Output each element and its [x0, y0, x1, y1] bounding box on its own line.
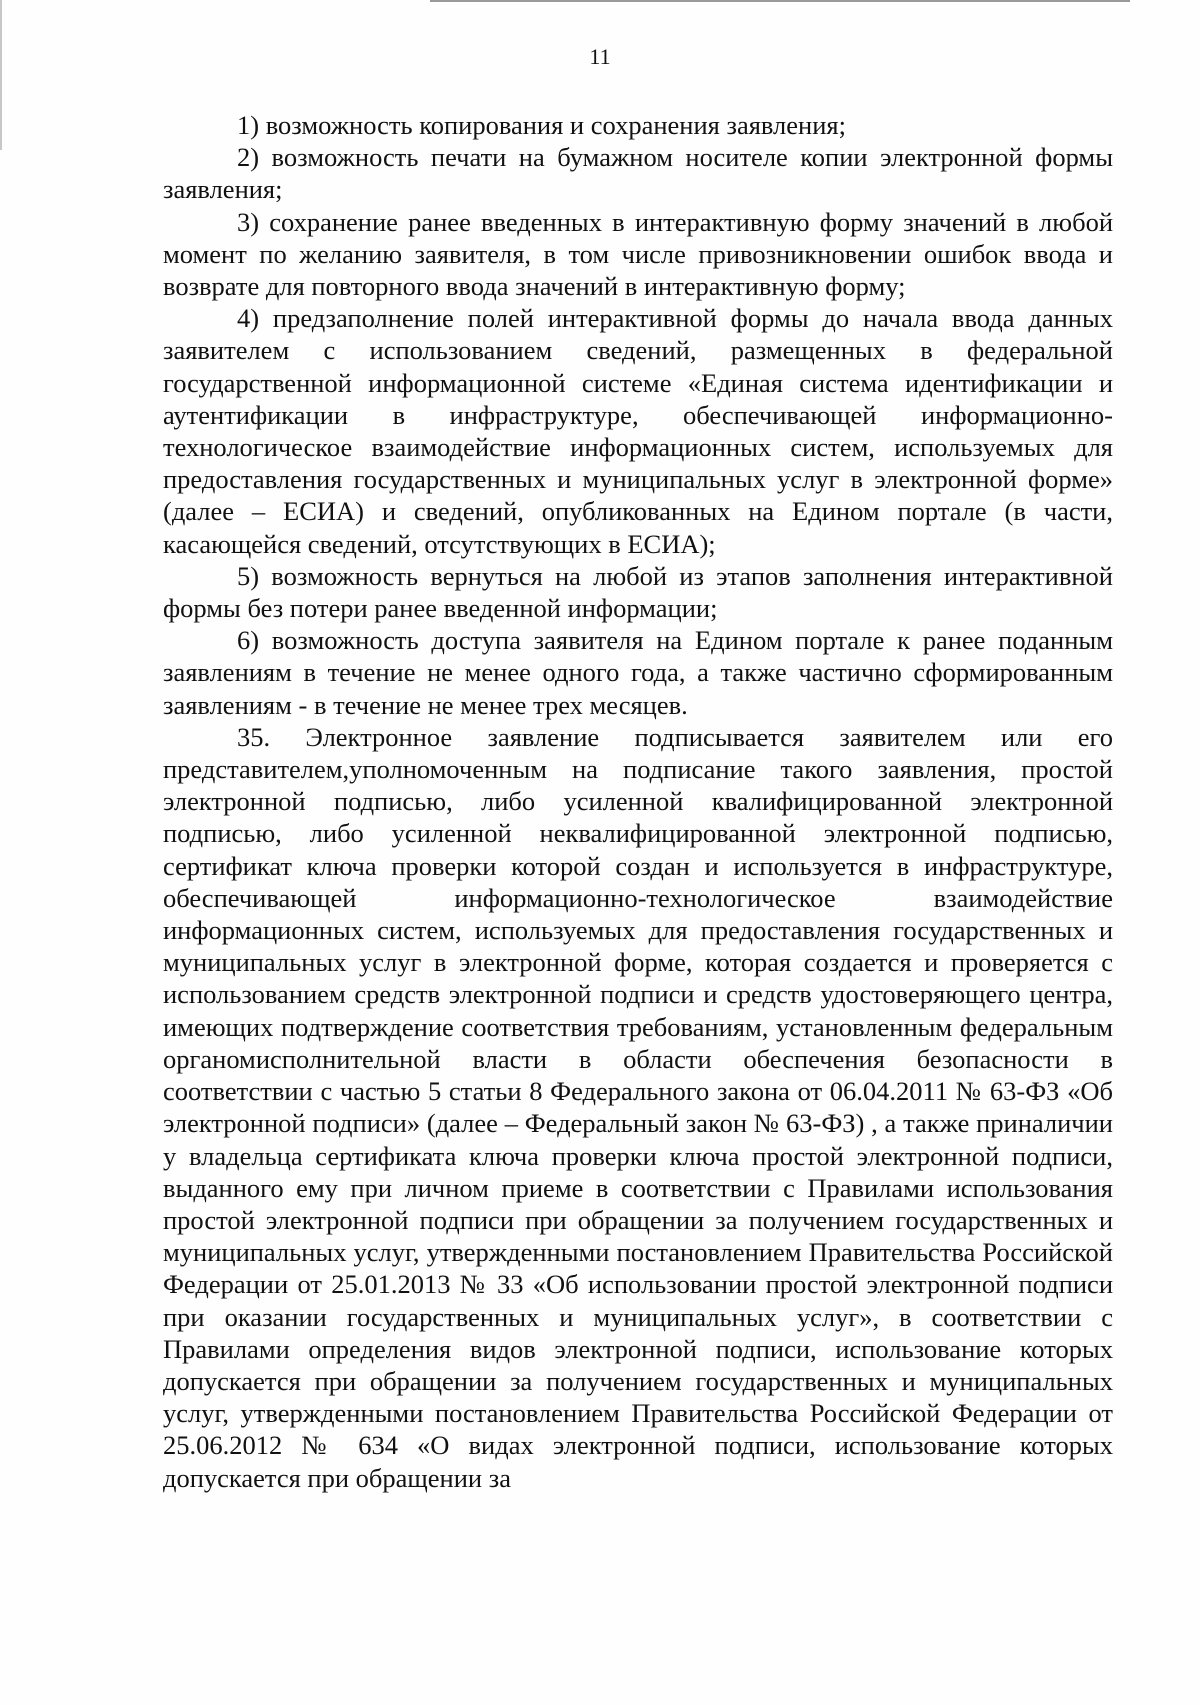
- list-item-6: 6) возможность доступа заявителя на Едином портале к ранее поданным заявлениям в течение не менее одного года, а также частично сформированным заявлениям - в течение не менее трех месяцев.: [163, 625, 1113, 720]
- list-item-1: 1) возможность копирования и сохранения заявления;: [237, 110, 846, 140]
- document-body: [163, 109, 1113, 1494]
- list-item-2: 2) возможность печати на бумажном носителе копии электронной формы заявления;: [163, 142, 1113, 205]
- scan-edge-top: [430, 0, 1130, 2]
- list-item-5: 5) возможность вернуться на любой из этапов заполнения интерактивной формы без потери ранее введенной информации;: [163, 560, 1113, 624]
- page-number: 11: [589, 44, 611, 69]
- list-item-3: 3) сохранение ранее введенных в интерактивную форму значений в любой момент по желанию заявителя, в том числе привозникновении ошибок ввода и возврате для повторного ввода значений в интерактивную форму;: [163, 206, 1113, 302]
- list-item-4: 4) предзаполнение полей интерактивной формы до начала ввода данных заявителем с использованием сведений, размещенных в федеральной государственной информационной системе «Единая система идентификации и аутентификации в инфраструктуре, обеспечивающей информационно-технологическое взаимодействие информационных систем, используемых для предоставления государственных и муниципальных услуг в электронной форме» (далее – ЕСИА) и сведений, опубликованных на Едином портале (в части, касающейся сведений, отсутствующих в ЕСИА);: [163, 303, 1113, 559]
- scan-edge-left: [0, 0, 2, 150]
- clause-35-paragraph: 35. Электронное заявление подписывается заявителем или его представителем,уполномоченным на подписание такого заявления, простой электронной подписью, либо усиленной квалифицированной электронной подписью, либо усиленной неквалифицированной электронной подписью, сертификат ключа проверки которой создан и используется в инфраструктуре, обеспечивающей информационно-технологическое взаимодействие информационных систем, используемых для предоставления государственных и муниципальных услуг в электронной форме, которая создается и проверяется с использованием средств электронной подписи и средств удостоверяющего центра, имеющих подтверждение соответствия требованиям, установленным федеральным органомисполнительной власти в области обеспечения безопасности в соответствии с частью 5 статьи 8 Федерального закона от 06.04.2011 № 63-ФЗ «Об электронной подписи» (далее – Федеральный закон № 63-ФЗ) , а также приналичии у владельца сертификата ключа проверки ключа простой электронной подписи, выданного ему при личном приеме в соответствии с Правилами использования простой электронной подписи при обращении за получением государственных и муниципальных услуг, утвержденными постановлением Правительства Российской Федерации от 25.01.2013 № 33 «Об использовании простой электронной подписи при оказании государственных и муниципальных услуг», в соответствии с Правилами определения видов электронной подписи, использование которых допускается при обращении за получением государственных и муниципальных услуг, утвержденными постановлением Правительства Российской Федерации от 25.06.2012 № 634 «О видах электронной подписи, использование которых допускается при обращении за: [163, 721, 1113, 1493]
